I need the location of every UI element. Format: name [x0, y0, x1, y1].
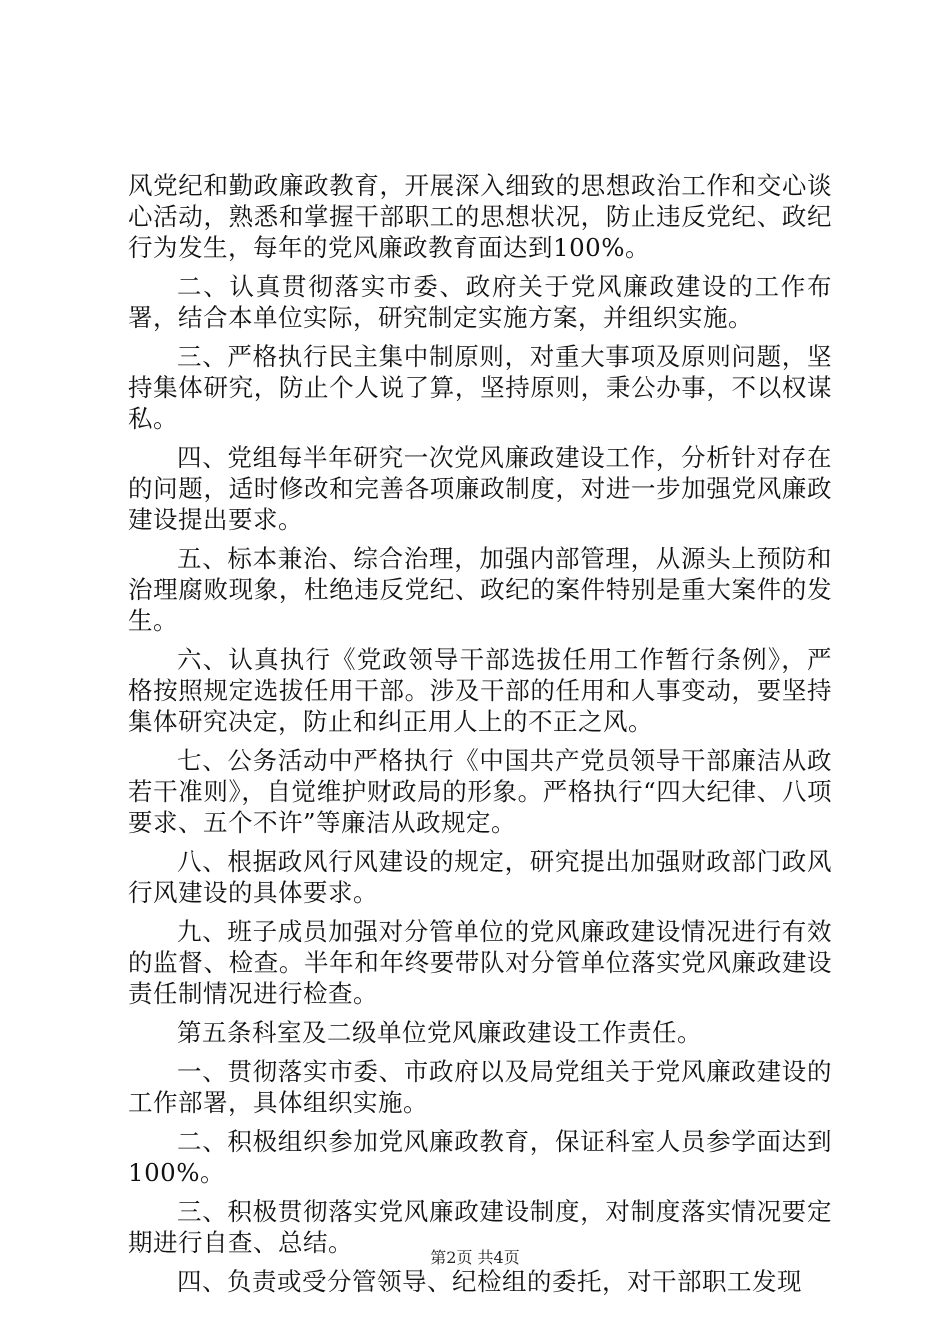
paragraph-10: 第五条科室及二级单位党风廉政建设工作责任。: [177, 1018, 702, 1047]
paragraph-13: 三、积极贯彻落实党风廉政建设制度，对制度落实情况要定期进行自查、总结。: [128, 1197, 832, 1257]
paragraph-7: 七、公务活动中严格执行《中国共产党员领导干部廉洁从政若干准则》，自觉维护财政局的形象。严格执行“四大纪律、八项要求、五个不许”等廉洁从政规定。: [128, 746, 832, 837]
paragraph-11: 一、贯彻落实市委、市政府以及局党组关于党风廉政建设的工作部署，具体组织实施。: [128, 1057, 832, 1117]
document-body: [128, 170, 832, 1305]
paragraph-6: 六、认真执行《党政领导干部选拔任用工作暂行条例》，严格按照规定选拔任用干部。涉及干部的任用和人事变动，要坚持集体研究决定，防止和纠正用人上的不正之风。: [128, 645, 832, 736]
paragraph-3: 三、严格执行民主集中制原则，对重大事项及原则问题，坚持集体研究，防止个人说了算，坚持原则，秉公办事，不以权谋私。: [128, 342, 832, 433]
paragraph-2: 二、认真贯彻落实市委、政府关于党风廉政建设的工作布署，结合本单位实际，研究制定实施方案，并组织实施。: [128, 272, 832, 332]
paragraph-1: 风党纪和勤政廉政教育，开展深入细致的思想政治工作和交心谈心活动，熟悉和掌握干部职工的思想状况，防止违反党纪、政纪行为发生，每年的党风廉政教育面达到100%。: [128, 171, 832, 262]
paragraph-12: 二、积极组织参加党风廉政教育，保证科室人员参学面达到100%。: [128, 1127, 832, 1187]
paragraph-14: 四、负责或受分管领导、纪检组的委托，对干部职工发现: [177, 1267, 802, 1296]
paragraph-5: 五、标本兼治、综合治理，加强内部管理，从源头上预防和治理腐败现象，杜绝违反党纪、政纪的案件特别是重大案件的发生。: [128, 544, 832, 635]
paragraph-4: 四、党组每半年研究一次党风廉政建设工作，分析针对存在的问题，适时修改和完善各项廉政制度，对进一步加强党风廉政建设提出要求。: [128, 443, 832, 534]
page-number-footer: 第2页 共4页: [430, 1248, 520, 1267]
paragraph-8: 八、根据政风行风建设的规定，研究提出加强财政部门政风行风建设的具体要求。: [128, 847, 832, 907]
paragraph-9: 九、班子成员加强对分管单位的党风廉政建设情况进行有效的监督、检查。半年和年终要带队对分管单位落实党风廉政建设责任制情况进行检查。: [128, 917, 832, 1008]
